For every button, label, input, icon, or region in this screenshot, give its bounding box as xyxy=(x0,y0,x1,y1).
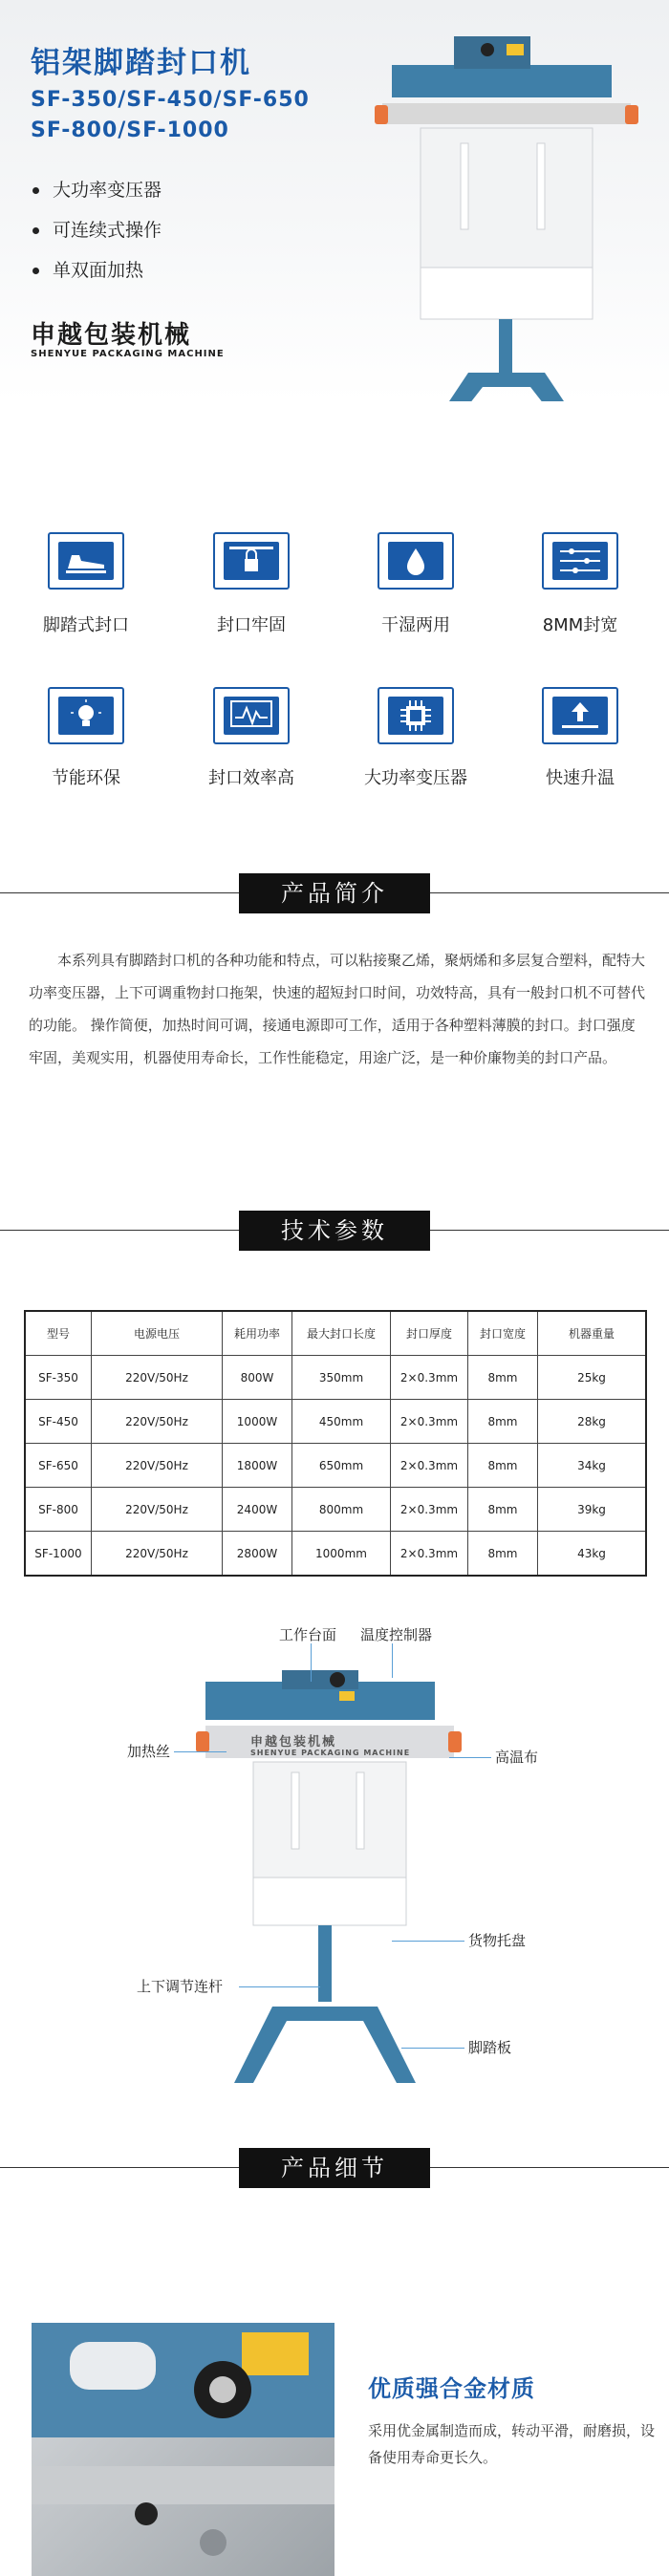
table-row xyxy=(26,1532,645,1575)
leader-line xyxy=(401,2048,464,2049)
feature-label: 脚踏式封口 xyxy=(43,615,129,635)
feature-text: 大功率变压器 xyxy=(53,180,162,201)
bullet-icon xyxy=(32,268,39,274)
table-row xyxy=(26,1444,645,1488)
table-cell: 2800W xyxy=(223,1532,292,1575)
table-cell: 800W xyxy=(223,1356,292,1400)
table-cell: 450mm xyxy=(292,1400,391,1444)
leader-line xyxy=(392,1643,393,1678)
detail-photo-illustration xyxy=(32,2323,334,2576)
feature-bullet xyxy=(32,256,143,282)
table-cell: 1800W xyxy=(223,1444,292,1488)
table-cell: SF-650 xyxy=(26,1444,92,1488)
leader-line xyxy=(174,1751,227,1752)
table-cell: 220V/50Hz xyxy=(92,1488,223,1532)
intro-section-title: 产品简介 xyxy=(239,873,430,913)
table-cell: 1000W xyxy=(223,1400,292,1444)
hero-banner xyxy=(0,0,669,401)
feature-label: 8MM封宽 xyxy=(542,615,618,635)
feature-text: 单双面加热 xyxy=(53,260,144,281)
label-high-temp-cloth: 高温布 xyxy=(495,1749,539,1766)
table-row xyxy=(26,1356,645,1400)
label-temp-controller: 温度控制器 xyxy=(360,1626,433,1643)
label-pedal: 脚踏板 xyxy=(468,2039,512,2056)
brand-name: 申越包装机械 xyxy=(31,321,192,350)
table-header: 最大封口长度 xyxy=(292,1312,391,1356)
table-cell: SF-800 xyxy=(26,1488,92,1532)
bullet-icon xyxy=(32,227,39,234)
pulse-chart-icon xyxy=(213,687,290,744)
feature-label: 快速升温 xyxy=(546,768,615,788)
feature-text: 可连续式操作 xyxy=(53,220,162,241)
detail-text: 采用优金属制造而成，转动平滑，耐磨损，设备使用寿命更长久。 xyxy=(368,2422,656,2466)
table-cell: 220V/50Hz xyxy=(92,1400,223,1444)
specs-section-title: 技术参数 xyxy=(239,1211,430,1251)
table-cell: 8mm xyxy=(468,1356,538,1400)
foot-pedal-icon xyxy=(48,532,124,590)
chip-icon xyxy=(378,687,454,744)
lightbulb-icon xyxy=(48,687,124,744)
feature-label: 封口效率高 xyxy=(208,768,294,788)
table-header: 机器重量 xyxy=(538,1312,645,1356)
table-cell: 2400W xyxy=(223,1488,292,1532)
feature-label: 封口牢固 xyxy=(217,615,286,635)
intro-text: 本系列具有脚踏封口机的各种功能和特点，可以粘接聚乙烯，聚炳烯和多层复合塑料，配特大功率变压器，上下可调重物封口拖架，快速的超短封口时间，功效特高，具有一般封口机不可替代的功能。 操作简便，加热时间可调，接通电源即可工作，适用于各种塑料薄膜的封口。封口强度牢固，美观实用，机器使用寿命长，工作性能稳定，用途广泛，是一种价廉物美的封口产品。 xyxy=(29,952,646,1066)
table-cell: 34kg xyxy=(538,1444,645,1488)
table-header-row xyxy=(26,1312,645,1356)
table-cell: 220V/50Hz xyxy=(92,1356,223,1400)
feature-bullet xyxy=(32,176,162,202)
table-cell: 2×0.3mm xyxy=(391,1444,468,1488)
brand-logo xyxy=(31,315,225,359)
product-title: 铝架脚踏封口机 xyxy=(31,46,251,80)
label-tray: 货物托盘 xyxy=(468,1932,527,1949)
table-header: 电源电压 xyxy=(92,1312,223,1356)
model-line-1: SF-350/SF-450/SF-650 xyxy=(31,88,310,112)
table-header: 封口宽度 xyxy=(468,1312,538,1356)
detail-heading: 优质强合金材质 xyxy=(368,2375,535,2402)
detail-photo xyxy=(32,2323,334,2576)
table-cell: 39kg xyxy=(538,1488,645,1532)
table-cell: 220V/50Hz xyxy=(92,1444,223,1488)
table-cell: 220V/50Hz xyxy=(92,1532,223,1575)
feature-label: 大功率变压器 xyxy=(364,768,467,788)
water-drop-icon xyxy=(378,532,454,590)
feature-label: 节能环保 xyxy=(52,768,120,788)
table-cell: 8mm xyxy=(468,1444,538,1488)
table-cell: 8mm xyxy=(468,1400,538,1444)
table-cell: 8mm xyxy=(468,1488,538,1532)
bullet-icon xyxy=(32,187,39,194)
diagram-watermark-en: SHENYUE PACKAGING MACHINE xyxy=(250,1749,411,1757)
table-cell: SF-350 xyxy=(26,1356,92,1400)
feature-bullet xyxy=(32,216,162,242)
table-cell: 28kg xyxy=(538,1400,645,1444)
table-cell: SF-450 xyxy=(26,1400,92,1444)
diagram-watermark: 申越包装机械 xyxy=(250,1735,337,1750)
table-cell: 2×0.3mm xyxy=(391,1356,468,1400)
model-line-2: SF-800/SF-1000 xyxy=(31,118,229,142)
table-row xyxy=(26,1488,645,1532)
table-cell: 8mm xyxy=(468,1532,538,1575)
leader-line xyxy=(239,1986,320,1987)
table-cell: 2×0.3mm xyxy=(391,1532,468,1575)
lock-icon xyxy=(213,532,290,590)
table-header: 型号 xyxy=(26,1312,92,1356)
label-heating-wire: 加热丝 xyxy=(127,1743,171,1760)
table-cell: 43kg xyxy=(577,1546,606,1560)
table-cell: 25kg xyxy=(538,1356,645,1400)
table-cell: 350mm xyxy=(292,1356,391,1400)
leader-line xyxy=(311,1643,312,1682)
spec-table xyxy=(24,1310,647,1577)
table-cell: 650mm xyxy=(292,1444,391,1488)
table-cell: 1000mm xyxy=(292,1532,391,1575)
arrow-up-icon xyxy=(542,687,618,744)
machine-diagram-image xyxy=(196,1663,473,2083)
machine-image xyxy=(373,29,640,401)
feature-label: 干湿两用 xyxy=(381,615,450,635)
leader-line xyxy=(449,1757,491,1758)
table-row xyxy=(26,1400,645,1444)
table-cell: SF-1000 xyxy=(26,1532,92,1575)
table-header: 封口厚度 xyxy=(391,1312,468,1356)
label-worktop: 工作台面 xyxy=(279,1626,337,1643)
brand-name-en: SHENYUE PACKAGING MACHINE xyxy=(31,349,225,359)
leader-line xyxy=(392,1941,464,1942)
label-lever: 上下调节连杆 xyxy=(137,1978,224,1995)
sliders-icon xyxy=(542,532,618,590)
table-header: 耗用功率 xyxy=(223,1312,292,1356)
table-cell: 2×0.3mm xyxy=(391,1400,468,1444)
table-cell: 2×0.3mm xyxy=(391,1488,468,1532)
details-section-title: 产品细节 xyxy=(239,2148,430,2188)
table-cell: 800mm xyxy=(292,1488,391,1532)
